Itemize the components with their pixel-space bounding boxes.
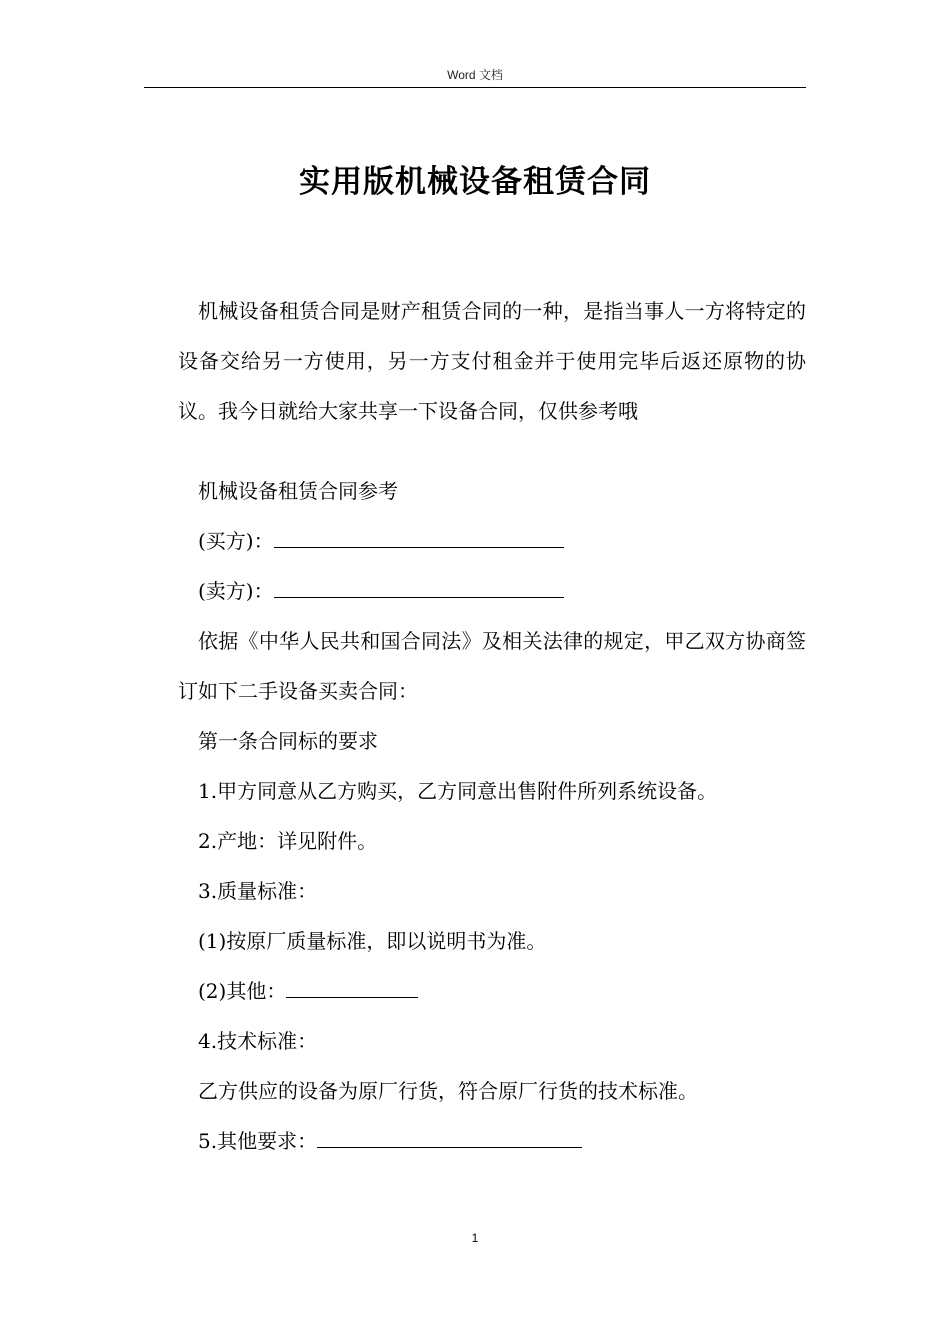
section-title: 机械设备租赁合同参考 — [198, 479, 398, 503]
buyer-label: (买方)： — [198, 529, 274, 553]
item-5-label: 5.其他要求： — [198, 1129, 318, 1153]
seller-label: (卖方)： — [198, 579, 274, 603]
paragraph-gap — [178, 436, 806, 466]
item-3b-line — [178, 966, 806, 1016]
document-title: 实用版机械设备租赁合同 — [299, 164, 651, 200]
item-4: 4.技术标准： — [198, 1029, 318, 1053]
page-header: Word 文档 — [447, 68, 503, 82]
item-3b-label: (2)其他： — [198, 979, 287, 1003]
item-3b-blank — [286, 979, 418, 998]
page-number: 1 — [471, 1231, 479, 1245]
document-body — [178, 286, 806, 1166]
item-5-line — [178, 1116, 806, 1166]
item-5-blank — [317, 1129, 582, 1148]
header-rule — [144, 87, 806, 88]
item-4a: 乙方供应的设备为原厂行货，符合原厂行货的技术标准。 — [198, 1079, 698, 1103]
item-3a: (1)按原厂质量标准，即以说明书为准。 — [198, 929, 547, 953]
item-3: 3.质量标准： — [198, 879, 318, 903]
basis-paragraph: 依据《中华人民共和国合同法》及相关法律的规定，甲乙双方协商签订如下二手设备买卖合同： — [178, 629, 806, 703]
intro-paragraph: 机械设备租赁合同是财产租赁合同的一种，是指当事人一方将特定的设备交给另一方使用，另一方支付租金并于使用完毕后返还原物的协议。我今日就给大家共享一下设备合同，仅供参考哦 — [178, 299, 806, 423]
item-1: 1.甲方同意从乙方购买，乙方同意出售附件所列系统设备。 — [198, 779, 718, 803]
buyer-line — [178, 516, 806, 566]
buyer-blank — [274, 529, 564, 548]
seller-line — [178, 566, 806, 616]
item-2: 2.产地：详见附件。 — [198, 829, 378, 853]
seller-blank — [274, 579, 564, 598]
article1-title: 第一条合同标的要求 — [198, 729, 378, 753]
